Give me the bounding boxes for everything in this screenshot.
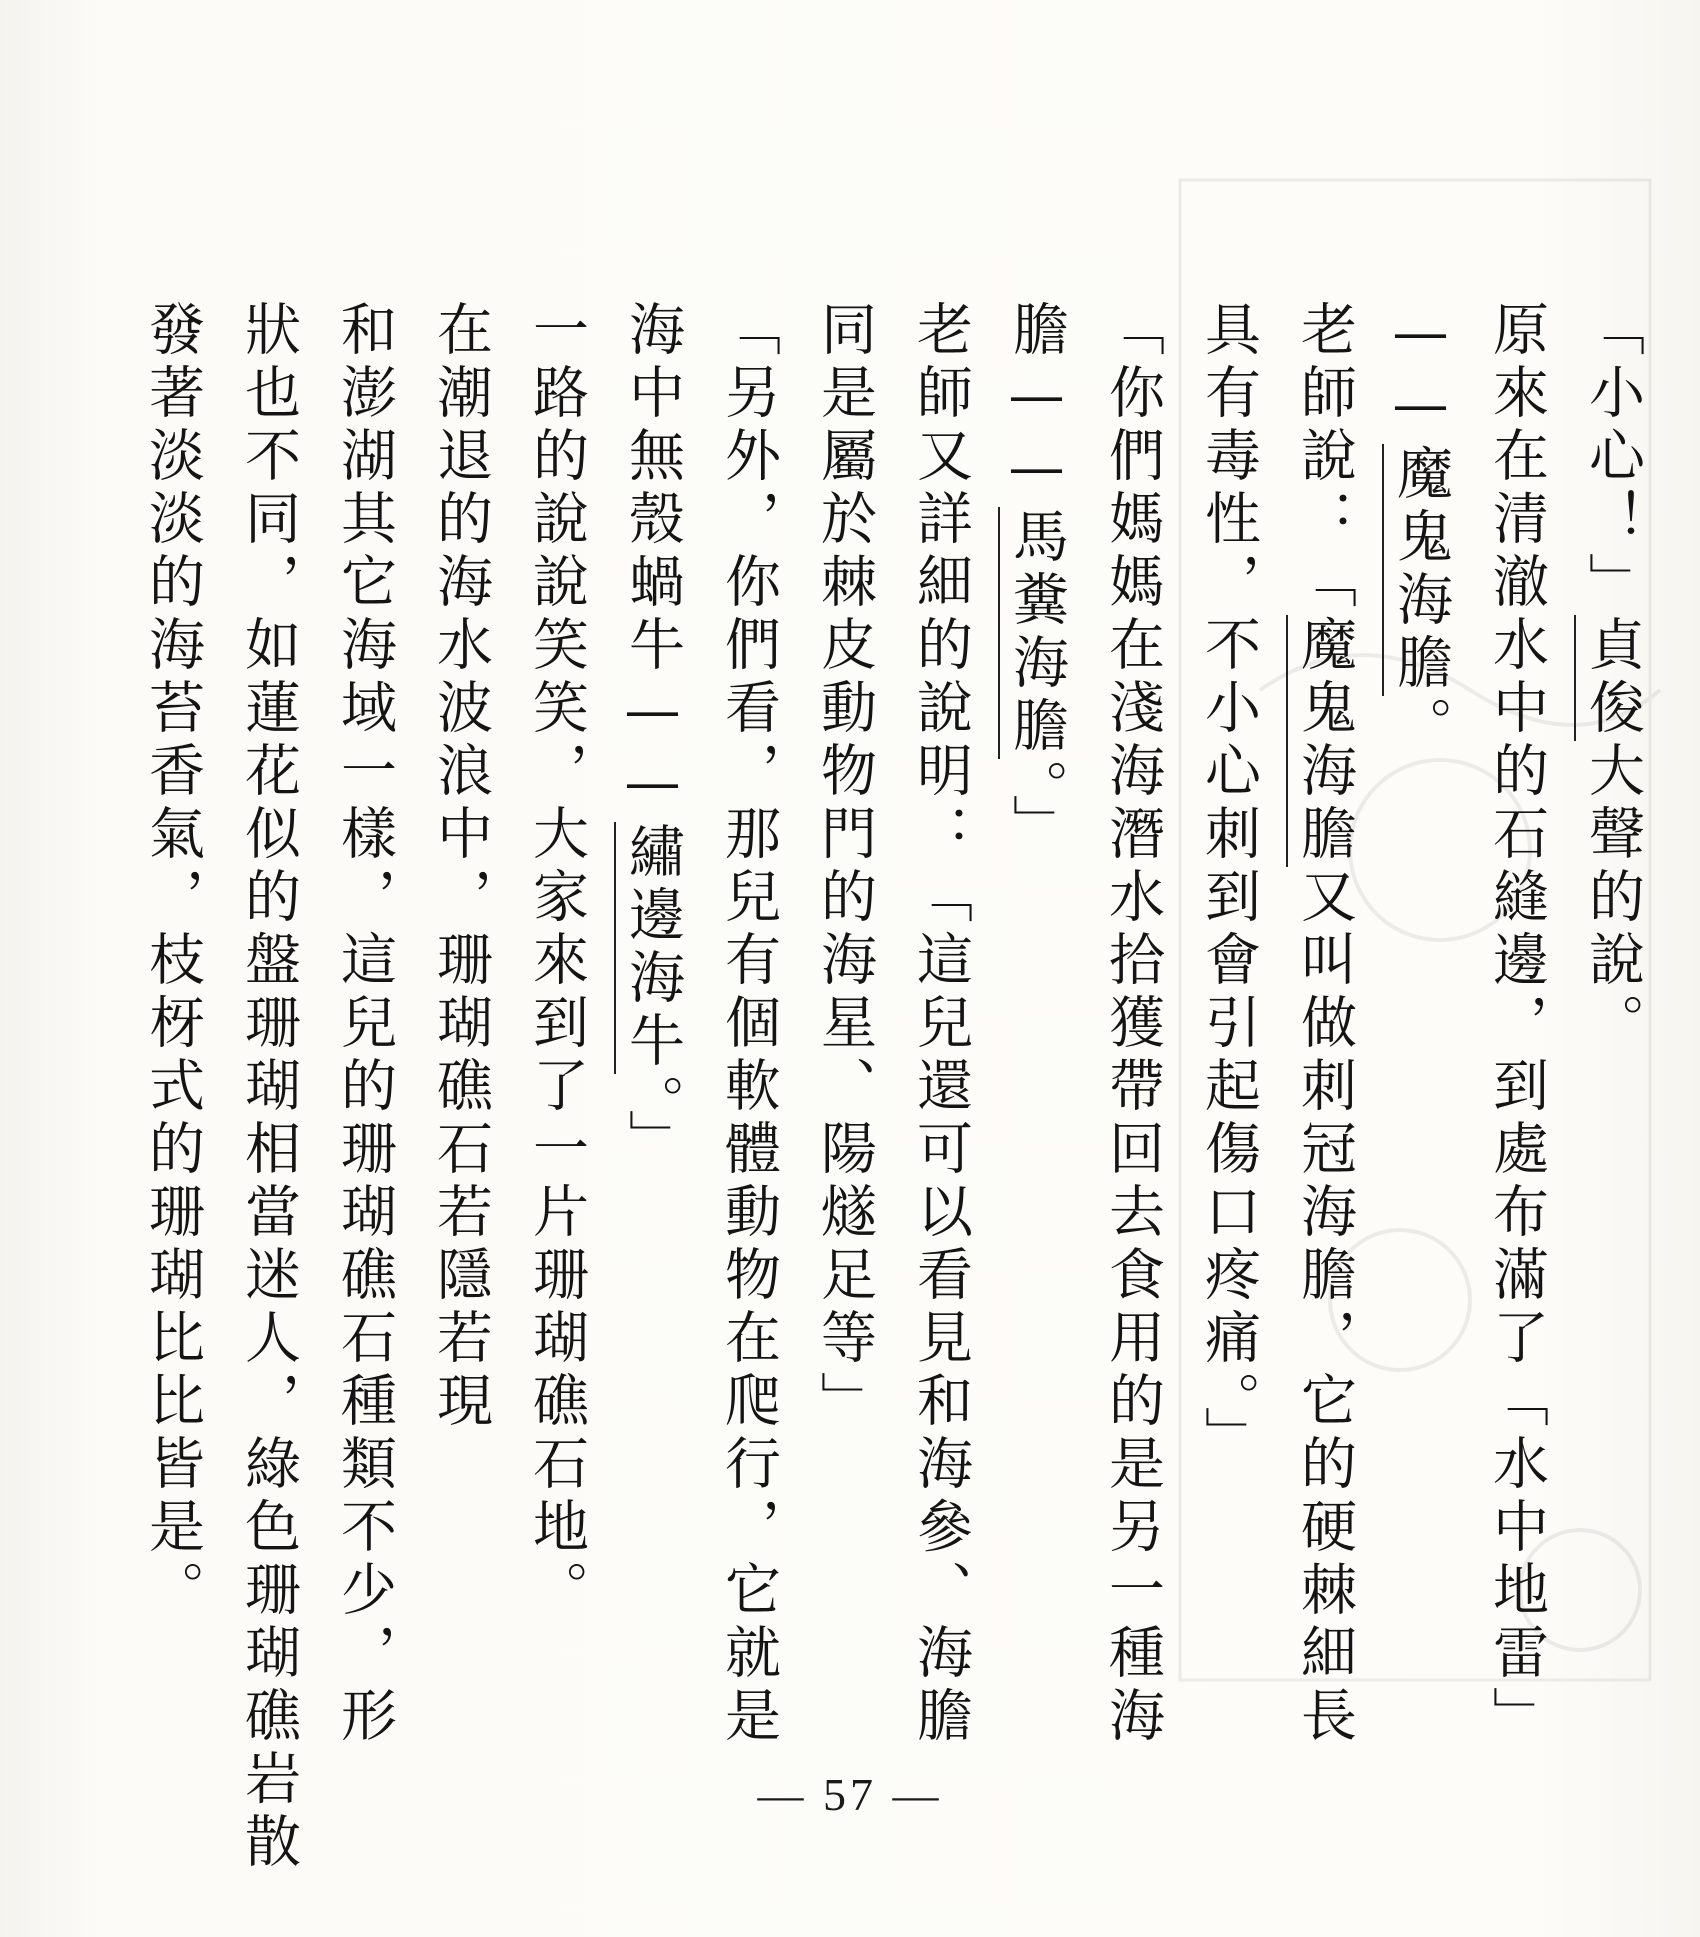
dialogue-text: 「小心！」	[1580, 300, 1645, 615]
text-line: 具有毒性，不小心刺到會引起傷口疼痛。」	[1196, 300, 1261, 1469]
proper-name: 繡邊海牛	[614, 822, 685, 1074]
text-line: 一路的說說笑笑，大家來到了一片珊瑚礁石地。	[524, 300, 589, 1623]
text-line: 在潮退的海水波浪中，珊瑚礁石若隱若現	[428, 300, 493, 1434]
dash: ——	[1388, 300, 1453, 444]
text-segment: 大聲的說。	[1580, 741, 1645, 1056]
text-segment: 膽——	[1004, 300, 1069, 507]
proper-name: 貞俊	[1574, 615, 1645, 741]
text-line	[604, 300, 700, 1740]
text-segment: 。」	[620, 1074, 685, 1172]
text-line	[1276, 300, 1372, 1749]
text-line: 和澎湖其它海域一樣，這兒的珊瑚礁石種類不少，形	[332, 300, 397, 1749]
text-line: 「另外，你們看，那兒有個軟體動物在爬行，它就是	[716, 300, 781, 1749]
text-line	[1372, 300, 1468, 1740]
proper-name: 魔鬼海膽	[1286, 615, 1357, 867]
proper-name: 魔鬼海膽	[1382, 444, 1453, 696]
text-segment: 。	[1388, 696, 1453, 759]
text-line	[1564, 300, 1660, 1740]
page-number: — 57 —	[757, 1769, 943, 1820]
text-line	[988, 300, 1084, 1740]
text-line: 「你們媽媽在淺海潛水拾獲帶回去食用的是另一種海	[1100, 300, 1165, 1749]
text-line: 原來在清澈水中的石縫邊，到處布滿了「水中地雷」	[1484, 300, 1549, 1749]
text-line: 發著淡淡的海苔香氣，枝枒式的珊瑚比比皆是。	[140, 300, 205, 1623]
text-segment: 又叫做刺冠海膽，它的硬棘細長	[1292, 867, 1357, 1749]
text-line: 同是屬於棘皮動物門的海星、陽燧足等」	[812, 300, 877, 1434]
text-segment: 海中無殼蝸牛——	[620, 300, 685, 822]
text-line: 狀也不同，如蓮花似的盤珊瑚相當迷人，綠色珊瑚礁岩散	[236, 300, 301, 1875]
proper-name: 馬糞海膽	[998, 507, 1069, 759]
text-line: 老師又詳細的說明：「這兒還可以看見和海參、海膽	[908, 300, 973, 1749]
text-segment: 。」	[1004, 759, 1069, 857]
text-segment: 老師說：「	[1292, 300, 1357, 615]
